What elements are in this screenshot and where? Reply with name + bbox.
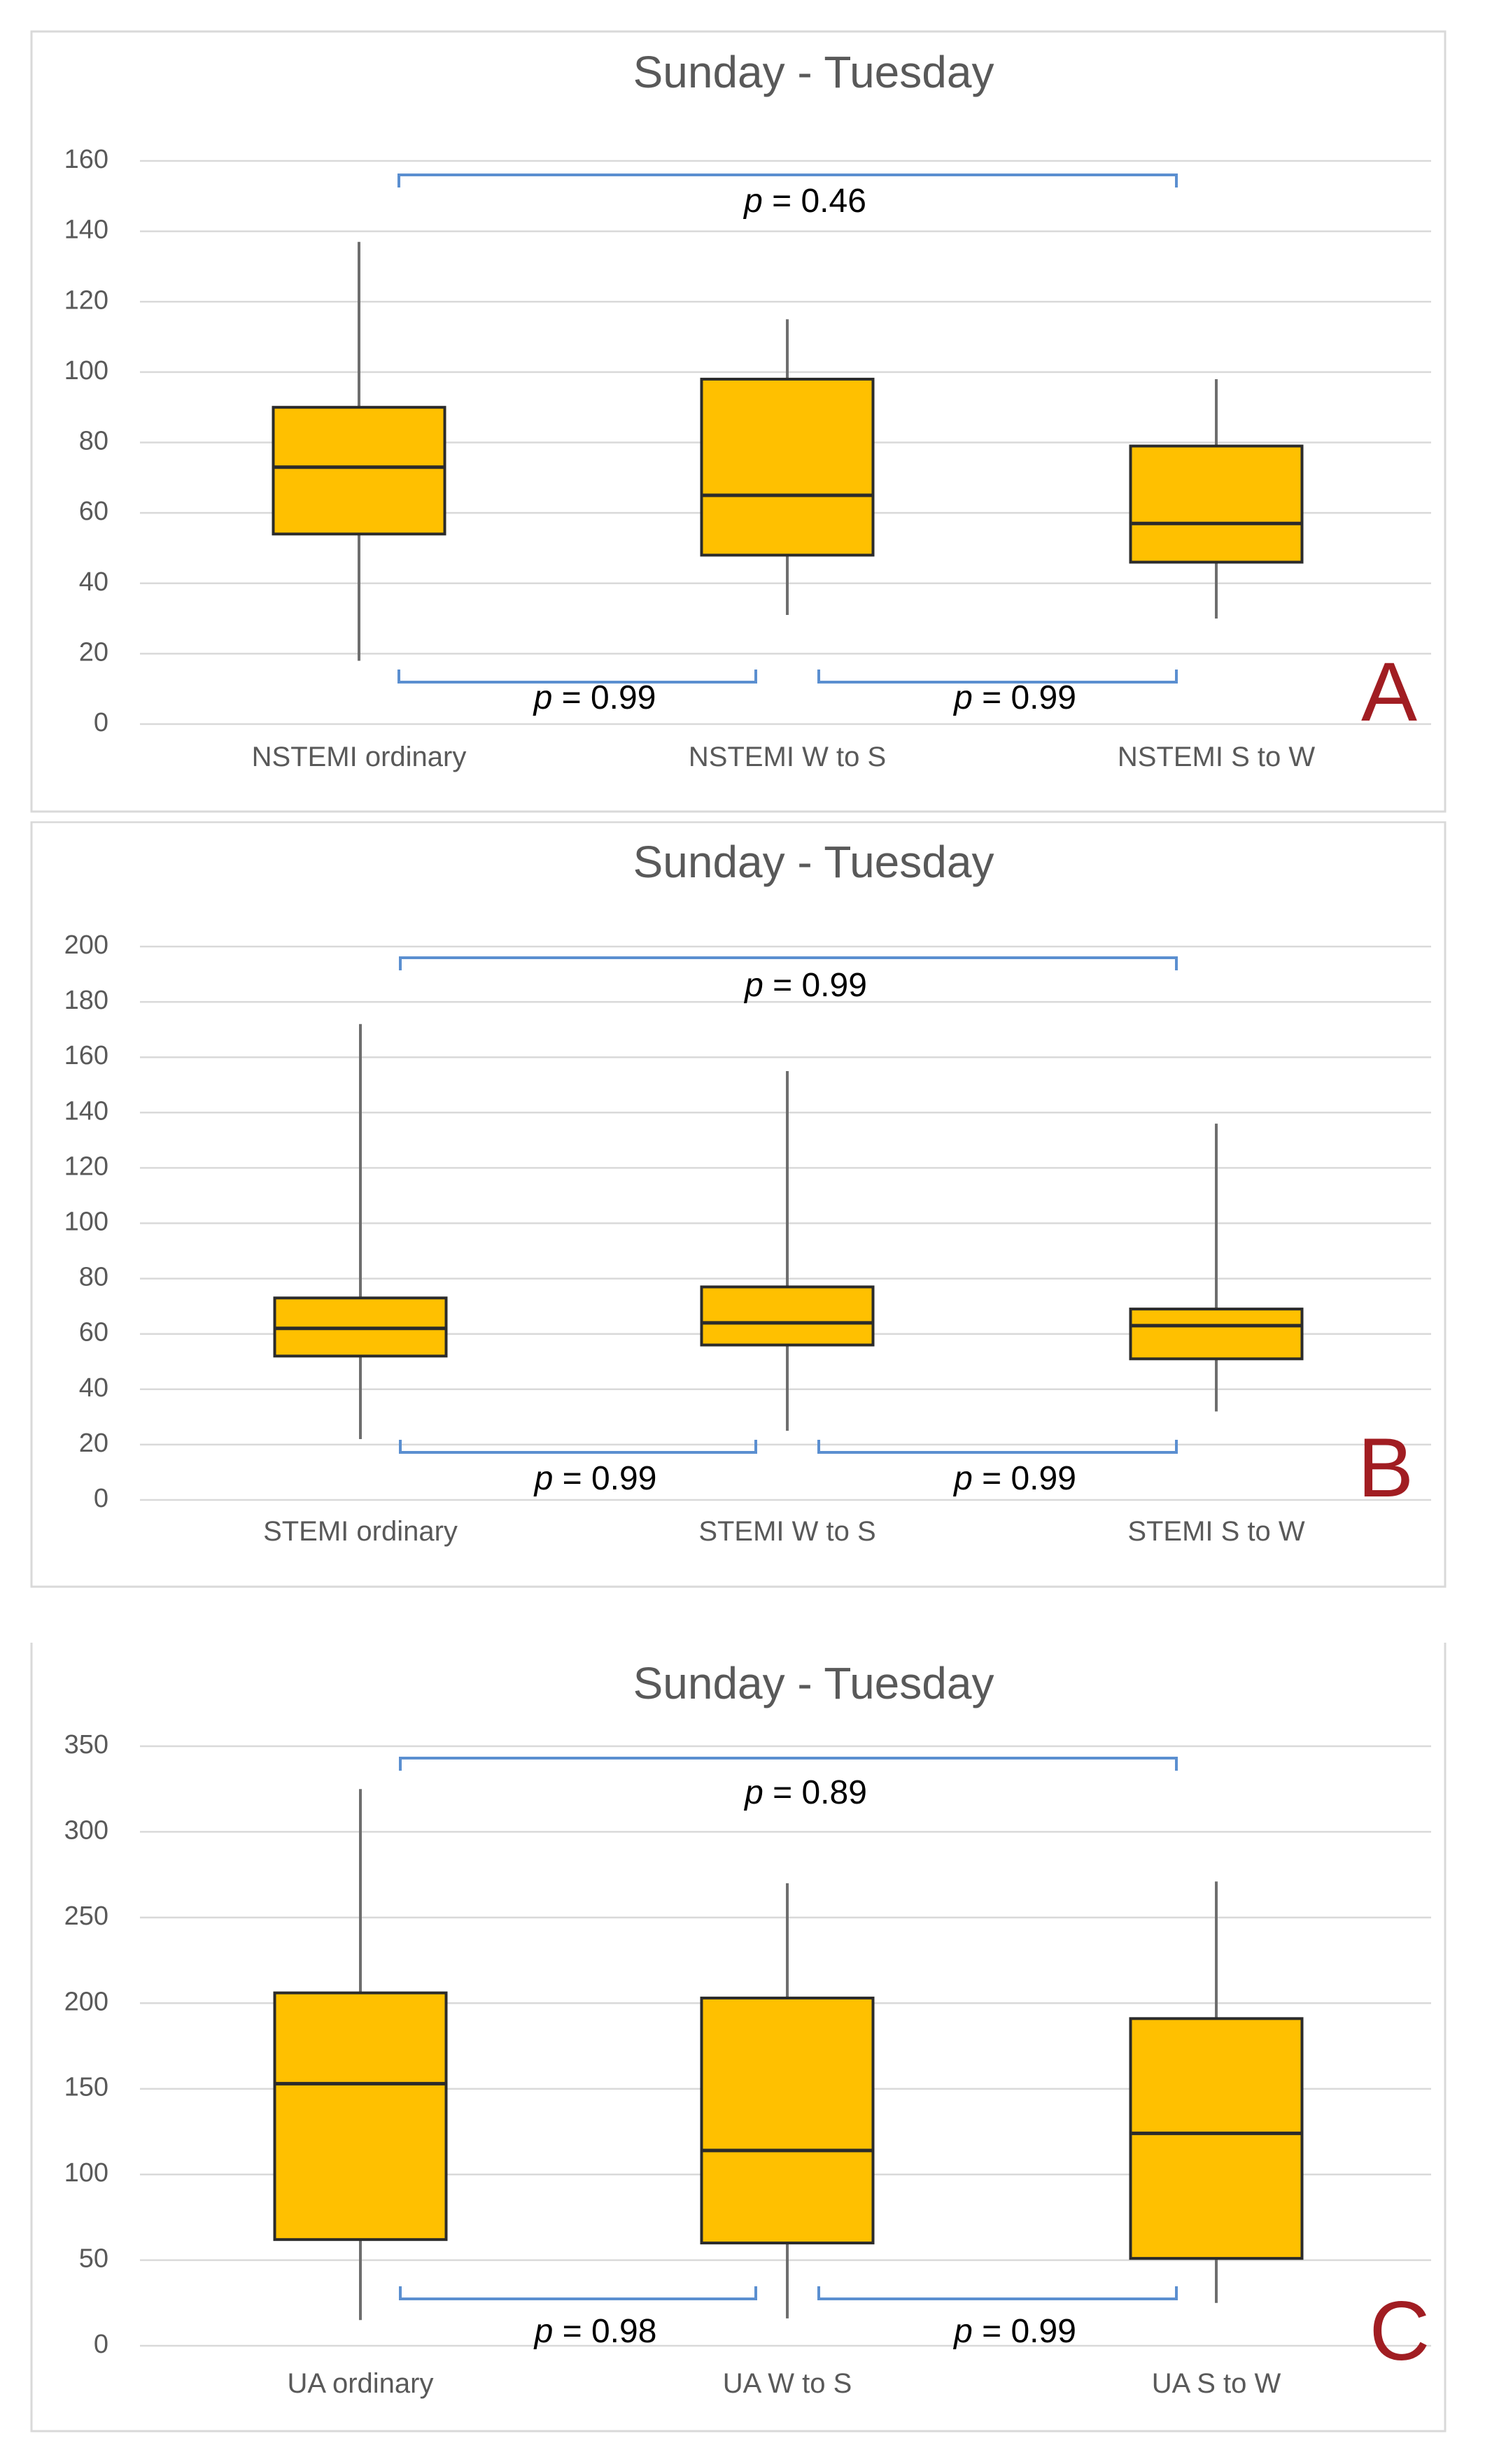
p-value-label: [743, 1774, 867, 1811]
chart-title: Sunday - Tuesday: [633, 47, 994, 97]
y-tick-label: 0: [93, 2330, 108, 2360]
y-tick-label: 200: [64, 930, 108, 961]
p-value: = 0.99: [552, 679, 656, 716]
chart-title: Sunday - Tuesday: [633, 1658, 994, 1708]
y-tick-label: 20: [78, 1428, 108, 1458]
y-tick-label: 140: [64, 1096, 108, 1126]
y-tick-label: 60: [78, 497, 108, 527]
x-tick-label: NSTEMI ordinary: [251, 742, 467, 772]
y-tick-label: 60: [78, 1317, 108, 1347]
p-value: = 0.99: [972, 1460, 1076, 1497]
y-tick-label: 120: [64, 1152, 108, 1182]
y-tick-label: 200: [64, 1987, 108, 2017]
chart-svg-a: [0, 0, 1506, 821]
p-value-label: [743, 183, 866, 220]
significance-bracket: [819, 1440, 1176, 1452]
p-symbol: p: [954, 2313, 973, 2350]
y-tick-label: 160: [64, 145, 108, 175]
y-tick-label: 300: [64, 1815, 108, 1846]
box: [702, 379, 873, 555]
p-value-label: [952, 1460, 1076, 1497]
box: [1131, 1309, 1302, 1359]
y-tick-label: 0: [93, 708, 108, 738]
y-tick-label: 40: [78, 567, 108, 597]
significance-bracket: [400, 1440, 756, 1452]
p-symbol: p: [533, 679, 553, 716]
panel-label: B: [1357, 1421, 1414, 1515]
p-value: = 0.98: [553, 2313, 657, 2350]
chart-panel-c: [0, 1643, 1506, 2464]
y-tick-label: 80: [78, 426, 108, 456]
p-value-label: [952, 2313, 1076, 2350]
p-value: = 0.46: [762, 183, 866, 220]
p-value: = 0.99: [763, 967, 867, 1004]
y-tick-label: 150: [64, 2072, 108, 2102]
p-value-label: [743, 967, 867, 1004]
y-tick-label: 180: [64, 986, 108, 1016]
p-symbol: p: [744, 183, 763, 220]
y-tick-label: 100: [64, 355, 108, 385]
p-value: = 0.99: [972, 679, 1076, 716]
y-tick-label: 0: [93, 1484, 108, 1514]
x-tick-label: UA W to S: [722, 2368, 852, 2399]
chart-svg-c: [0, 1643, 1506, 2464]
x-tick-label: STEMI W to S: [698, 1516, 876, 1547]
y-tick-label: 250: [64, 1901, 108, 1931]
box: [702, 1287, 873, 1345]
y-tick-label: 20: [78, 637, 108, 667]
y-tick-label: 100: [64, 1207, 108, 1237]
chart-svg-b: [0, 821, 1506, 1643]
panel-label: A: [1360, 645, 1418, 739]
p-symbol: p: [954, 1460, 973, 1497]
p-value: = 0.99: [972, 2313, 1076, 2350]
panel-label: C: [1369, 2284, 1430, 2378]
y-tick-label: 160: [64, 1041, 108, 1071]
p-symbol: p: [954, 679, 973, 716]
p-symbol: p: [745, 967, 763, 1004]
box: [702, 1998, 873, 2243]
p-value-label: [533, 1460, 657, 1497]
y-tick-label: 120: [64, 285, 108, 316]
y-tick-label: 140: [64, 215, 108, 245]
x-tick-label: STEMI S to W: [1127, 1516, 1305, 1547]
p-value-label: [533, 2313, 657, 2350]
box: [274, 407, 445, 534]
chart-panel-b: [0, 821, 1506, 1643]
chart-title: Sunday - Tuesday: [633, 837, 994, 887]
box: [1131, 446, 1302, 562]
p-symbol: p: [534, 2313, 554, 2350]
p-symbol: p: [745, 1774, 763, 1811]
y-tick-label: 350: [64, 1730, 108, 1760]
box: [275, 1993, 446, 2240]
x-tick-label: UA ordinary: [287, 2368, 434, 2399]
y-tick-label: 80: [78, 1262, 108, 1292]
chart-frame: [31, 822, 1445, 1587]
x-tick-label: NSTEMI S to W: [1117, 742, 1316, 772]
x-tick-label: UA S to W: [1151, 2368, 1281, 2399]
y-tick-label: 40: [78, 1373, 108, 1403]
x-tick-label: STEMI ordinary: [263, 1516, 458, 1547]
significance-bracket: [400, 2286, 756, 2299]
y-tick-label: 100: [64, 2158, 108, 2188]
significance-bracket: [400, 1758, 1176, 1771]
box: [1131, 2018, 1302, 2258]
significance-bracket: [819, 2286, 1176, 2299]
y-tick-label: 50: [78, 2244, 108, 2274]
p-value: = 0.89: [763, 1774, 867, 1811]
x-tick-label: NSTEMI W to S: [688, 742, 887, 772]
chart-panel-a: [0, 0, 1506, 821]
p-value-label: [533, 679, 656, 716]
p-value: = 0.99: [553, 1460, 657, 1497]
p-value-label: [952, 679, 1076, 716]
p-symbol: p: [534, 1460, 554, 1497]
